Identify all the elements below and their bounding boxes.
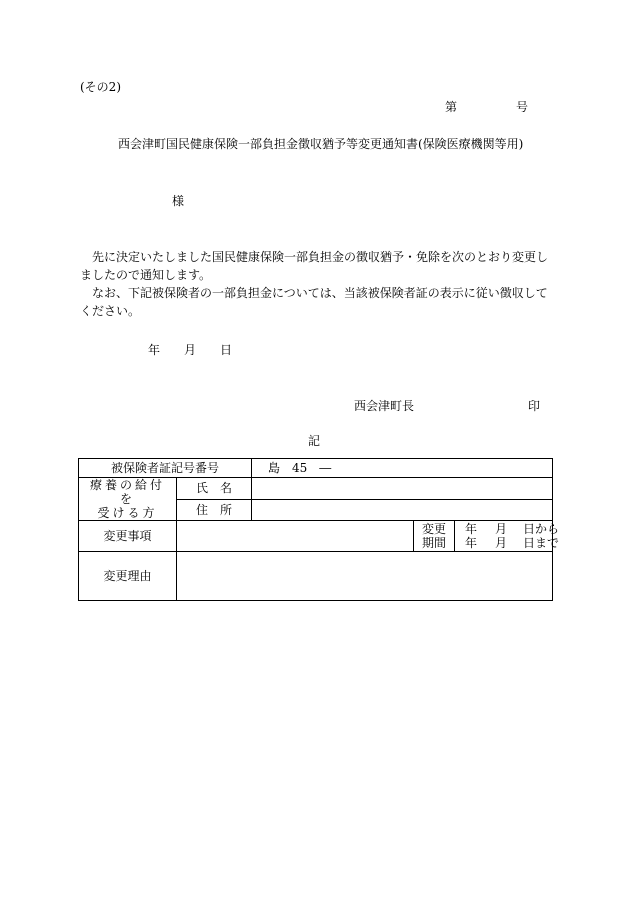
date-month: 月: [184, 343, 197, 357]
change-period-value: [455, 521, 560, 552]
recipient-label: [79, 478, 177, 521]
record-table: [78, 458, 560, 601]
addressee-suffix: 様: [172, 194, 185, 208]
date-day: 日: [220, 343, 233, 357]
date-year: 年: [148, 343, 161, 357]
period-to-year: 年: [465, 536, 478, 550]
form-number: (その2): [80, 80, 121, 94]
change-period-label-line2: 期間: [422, 536, 447, 550]
doc-number-suffix: 号: [516, 100, 529, 114]
address-label: 住 所: [177, 499, 252, 521]
change-items-value-cell: [177, 521, 414, 552]
name-label: 氏 名: [177, 478, 252, 500]
recipient-label-line1: 療養の給付を: [89, 478, 165, 506]
doc-number-prefix: 第: [445, 100, 458, 114]
period-from-year: 年: [465, 522, 478, 536]
change-reason-value-cell: [177, 552, 553, 601]
issuer-name: 西会津町長: [354, 399, 415, 413]
period-from-day: 日から: [523, 522, 560, 536]
insured-number-label: 被保険者証記号番号: [79, 459, 252, 478]
insured-number-value: 島 45 ―: [252, 459, 553, 478]
document-title: 西会津町国民健康保険一部負担金徴収猶予等変更通知書(保険医療機関等用): [118, 137, 524, 151]
change-reason-label: 変更理由: [79, 552, 177, 601]
period-to-day: 日まで: [523, 536, 560, 550]
change-period-label: [414, 521, 455, 552]
name-value-cell: [252, 478, 553, 500]
body-paragraph-2: なお、下記被保険者の一部負担金については、当該被保険者証の表示に従い徴収してください。: [80, 286, 548, 318]
change-items-label: 変更事項: [79, 521, 177, 552]
seal-mark: 印: [528, 399, 541, 413]
address-value-cell: [252, 499, 553, 521]
period-from: [465, 522, 560, 536]
period-from-month: 月: [495, 522, 508, 536]
ki-heading: 記: [308, 434, 321, 448]
change-period-label-line1: 変更: [422, 522, 447, 536]
period-to-month: 月: [495, 536, 508, 550]
body-paragraph-1: 先に決定いたしました国民健康保険一部負担金の徴収猶予・免除を次のとおり変更しましたので通知します。: [80, 250, 549, 282]
recipient-label-line2: 受ける方: [97, 506, 158, 520]
period-to: [465, 536, 560, 550]
